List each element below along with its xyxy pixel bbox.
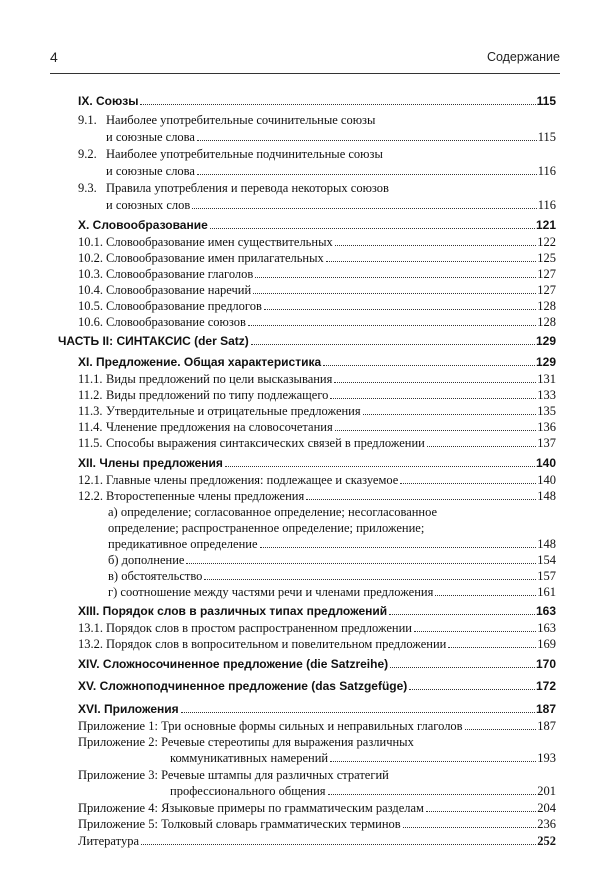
toc-page-number: 187	[537, 719, 556, 733]
toc-entry-title: коммуникативных намерений	[170, 751, 329, 765]
toc-page-number: 116	[537, 164, 556, 178]
toc-entry-13-2[interactable]	[78, 636, 556, 653]
toc-entry-title: Наиболее употребительные подчинительные союзы	[106, 147, 383, 161]
toc-entry-9-2-line1[interactable]	[78, 146, 556, 163]
toc-entry-title: предикативное определение	[108, 537, 258, 551]
toc-entry-title: профессионального общения	[170, 784, 326, 798]
toc-entry-9-1-line1[interactable]	[78, 112, 556, 129]
toc-entry-title: ЧАСТЬ II: СИНТАКСИС (der Satz)	[58, 334, 249, 348]
toc-entry-title: XIII. Порядок слов в различных типах предложений	[78, 604, 388, 618]
running-title: Содержание	[486, 50, 560, 64]
toc-leader	[403, 827, 537, 828]
toc-entry-number: 10.4.	[78, 283, 103, 297]
toc-entry-10-6[interactable]	[78, 314, 556, 331]
toc-entry-10-5[interactable]	[78, 298, 556, 315]
toc-page-number: 236	[537, 817, 556, 831]
toc-page-number: 128	[537, 299, 556, 313]
toc-page-number: 169	[537, 637, 556, 651]
toc-entry-title: XI. Предложение. Общая характеристика	[78, 355, 322, 369]
toc-entry-number: 9.3.	[78, 181, 97, 195]
toc-entry-title: Порядок слов в вопросительном и повелительном предложении	[106, 637, 447, 651]
toc-leader	[323, 365, 535, 366]
toc-entry-title: Виды предложений по типу подлежащего	[106, 388, 329, 402]
toc-page-number: 127	[537, 267, 556, 281]
toc-entry-title: Словообразование глаголов	[106, 267, 254, 281]
toc-page-number: 129	[535, 355, 556, 369]
toc-entry-12-2[interactable]	[78, 488, 556, 505]
toc-page-number: 157	[537, 569, 556, 583]
toc-leader	[330, 761, 536, 762]
toc-entry-title: XIV. Сложносочиненное предложение (die Satzreihe)	[78, 657, 389, 671]
toc-entry-title: IX. Союзы	[78, 94, 139, 108]
toc-leader	[255, 277, 536, 278]
toc-entry-title: Наиболее употребительные сочинительные союзы	[106, 113, 376, 127]
toc-leader	[326, 261, 536, 262]
toc-section-10[interactable]	[78, 217, 556, 234]
toc-page-number: 193	[537, 751, 556, 765]
toc-appendix-2-line2[interactable]	[170, 750, 556, 767]
toc-page-number: 127	[537, 283, 556, 297]
toc-entry-title: Словообразование имен существительных	[106, 235, 333, 249]
toc-leader	[334, 382, 536, 383]
toc-appendix-2-line1[interactable]	[78, 734, 556, 751]
toc-entry-12-2-a-line1[interactable]	[78, 504, 556, 521]
toc-leader	[465, 729, 537, 730]
toc-leader	[140, 104, 535, 105]
toc-section-14[interactable]	[78, 656, 556, 673]
toc-page-number: 115	[536, 94, 556, 108]
toc-leader	[409, 689, 535, 690]
toc-leader	[264, 309, 536, 310]
toc-entry-title: и союзные слова	[106, 164, 195, 178]
toc-page-number: 129	[535, 334, 556, 348]
toc-leader	[225, 466, 535, 467]
toc-entry-number: 13.2.	[78, 637, 103, 651]
toc-leader	[335, 430, 537, 431]
toc-entry-title: Словообразование союзов	[106, 315, 246, 329]
toc-entry-number: 10.2.	[78, 251, 103, 265]
toc-page-number: 252	[537, 834, 556, 848]
toc-entry-title: определение; распространенное определение; приложение;	[108, 521, 425, 535]
toc-entry-title: XII. Члены предложения	[78, 456, 223, 470]
toc-entry-number: 11.3.	[78, 404, 103, 418]
toc-page-number: 201	[537, 784, 556, 798]
toc-entry-number: 12.2.	[78, 489, 103, 503]
toc-leader	[435, 595, 536, 596]
toc-entry-13-1[interactable]	[78, 620, 556, 637]
toc-entry-number: 10.5.	[78, 299, 103, 313]
toc-page-number: 137	[537, 436, 556, 450]
toc-entry-number: 11.5.	[78, 436, 103, 450]
toc-entry-title: Приложение 4: Языковые примеры по грамматическим разделам	[78, 801, 424, 815]
toc-page-number: 131	[537, 372, 556, 386]
toc-appendix-5[interactable]	[78, 816, 556, 833]
toc-leader	[390, 667, 535, 668]
toc-entry-title: Литература	[78, 834, 139, 848]
toc-entry-title: Словообразование имен прилагательных	[106, 251, 324, 265]
toc-entry-title: Членение предложения на словосочетания	[106, 420, 333, 434]
toc-entry-title: Порядок слов в простом распространенном предложении	[106, 621, 412, 635]
toc-section-16[interactable]	[78, 701, 556, 718]
toc-page-number: 116	[537, 198, 556, 212]
toc-leader	[253, 293, 536, 294]
toc-entry-title: XVI. Приложения	[78, 702, 179, 716]
toc-entry-title: X. Словообразование	[78, 218, 208, 232]
toc-entry-number: 11.1.	[78, 372, 103, 386]
toc-page-number: 187	[535, 702, 556, 716]
toc-leader	[181, 712, 535, 713]
toc-entry-title: Приложение 3: Речевые штампы для различных стратегий	[78, 768, 389, 782]
toc-literature[interactable]	[78, 833, 556, 850]
toc-entry-9-3-line2[interactable]	[78, 197, 556, 214]
toc-part-2[interactable]	[58, 333, 556, 350]
toc-leader	[197, 174, 537, 175]
toc-leader	[448, 647, 536, 648]
toc-entry-10-2[interactable]	[78, 250, 556, 267]
toc-entry-9-2-line2[interactable]	[78, 163, 556, 180]
toc-entry-title: в) обстоятельство	[108, 569, 203, 583]
toc-leader	[414, 631, 536, 632]
toc-entry-11-4[interactable]	[78, 419, 556, 436]
toc-page-number: 204	[537, 801, 556, 815]
toc-page-number: 148	[537, 489, 556, 503]
toc-entry-title: б) дополнение	[108, 553, 185, 567]
toc-entry-9-1-line2[interactable]	[78, 129, 556, 146]
toc-entry-10-1[interactable]	[78, 234, 556, 251]
toc-page-number: 136	[537, 420, 556, 434]
toc-section-12[interactable]	[78, 455, 556, 472]
toc-entry-number: 11.2.	[78, 388, 103, 402]
toc-entry-number: 9.2.	[78, 147, 97, 161]
toc-entry-11-2[interactable]	[78, 387, 556, 404]
toc-entry-title: Второстепенные члены предложения	[106, 489, 305, 503]
toc-entry-title: Словообразование предлогов	[106, 299, 262, 313]
toc-leader	[389, 614, 535, 615]
toc-entry-9-3-line1[interactable]	[78, 180, 556, 197]
toc-page-number: 140	[537, 473, 556, 487]
toc-page-number: 121	[535, 218, 556, 232]
toc-entry-number: 10.3.	[78, 267, 103, 281]
toc-page-number: 170	[535, 657, 556, 671]
toc-entry-10-3[interactable]	[78, 266, 556, 283]
toc-page-number: 154	[537, 553, 556, 567]
toc-appendix-3-line2[interactable]	[170, 783, 556, 800]
toc-page-number: 122	[537, 235, 556, 249]
toc-leader	[251, 344, 535, 345]
toc-leader	[248, 325, 536, 326]
page-header	[50, 49, 560, 71]
toc-entry-title: Приложение 1: Три основные формы сильных и неправильных глаголов	[78, 719, 463, 733]
toc-entry-number: 13.1.	[78, 621, 103, 635]
toc-entry-10-4[interactable]	[78, 282, 556, 299]
toc-leader	[260, 547, 537, 548]
toc-entry-title: и союзные слова	[106, 130, 195, 144]
toc-entry-12-1[interactable]	[78, 472, 556, 489]
toc-page-number: 133	[537, 388, 556, 402]
toc-entry-title: Утвердительные и отрицательные предложения	[106, 404, 361, 418]
toc-leader	[197, 140, 537, 141]
toc-entry-12-2-c[interactable]	[78, 568, 556, 585]
toc-leader	[186, 563, 536, 564]
toc-appendix-1[interactable]	[78, 718, 556, 735]
toc-entry-title: Способы выражения синтаксических связей в предложении	[106, 436, 425, 450]
toc-entry-11-1[interactable]	[78, 371, 556, 388]
page-number: 4	[50, 49, 58, 65]
toc-entry-title: XV. Сложноподчиненное предложение (das Satzgefüge)	[78, 679, 408, 693]
toc-page-number: 148	[537, 537, 556, 551]
toc-leader	[204, 579, 536, 580]
toc-page-number: 140	[535, 456, 556, 470]
toc-entry-11-5[interactable]	[78, 435, 556, 452]
toc-entry-11-3[interactable]	[78, 403, 556, 420]
toc-entry-title: г) соотношение между частями речи и членами предложения	[108, 585, 434, 599]
toc-leader	[192, 208, 536, 209]
toc-entry-title: Правила употребления и перевода некоторых союзов	[106, 181, 389, 195]
toc-entry-12-2-d[interactable]	[78, 584, 556, 601]
toc-entry-title: Приложение 5: Толковый словарь грамматических терминов	[78, 817, 401, 831]
toc-appendix-4[interactable]	[78, 800, 556, 817]
toc-appendix-3-line1[interactable]	[78, 767, 556, 784]
toc-section-15[interactable]	[78, 678, 556, 695]
toc-page-number: 163	[537, 621, 556, 635]
toc-entry-number: 10.6.	[78, 315, 103, 329]
toc-entry-title: Виды предложений по цели высказывания	[106, 372, 333, 386]
toc-page-number: 135	[537, 404, 556, 418]
toc-entry-title: и союзных слов	[106, 198, 191, 212]
toc-entry-title: Главные члены предложения: подлежащее и сказуемое	[106, 473, 399, 487]
toc-leader	[210, 228, 535, 229]
toc-leader	[426, 811, 536, 812]
toc-page-number: 161	[537, 585, 556, 599]
toc-page-number: 172	[535, 679, 556, 693]
toc-entry-number: 11.4.	[78, 420, 103, 434]
toc-section-9[interactable]	[78, 93, 556, 110]
toc-entry-title: Словообразование наречий	[106, 283, 252, 297]
toc-entry-12-2-a-line3[interactable]	[78, 536, 556, 553]
header-rule	[50, 73, 560, 74]
toc-entry-number: 10.1.	[78, 235, 103, 249]
toc-page-number: 125	[537, 251, 556, 265]
toc-entry-title: Приложение 2: Речевые стереотипы для выражения различных	[78, 735, 414, 749]
toc-leader	[141, 844, 536, 845]
toc-leader	[328, 794, 537, 795]
toc-leader	[335, 245, 537, 246]
toc-page-number: 163	[535, 604, 556, 618]
toc-section-11[interactable]	[78, 354, 556, 371]
toc-page-number: 128	[537, 315, 556, 329]
toc-leader	[330, 398, 536, 399]
toc-entry-title: а) определение; согласованное определение; несогласованное	[108, 505, 438, 519]
toc-entry-number: 9.1.	[78, 113, 97, 127]
toc-leader	[427, 446, 536, 447]
toc-entry-number: 12.1.	[78, 473, 103, 487]
toc-leader	[306, 499, 536, 500]
toc-leader	[363, 414, 537, 415]
toc-entry-12-2-b[interactable]	[78, 552, 556, 569]
toc-entry-12-2-a-line2[interactable]	[78, 520, 556, 537]
toc-leader	[400, 483, 536, 484]
toc-page-number: 115	[537, 130, 556, 144]
toc-section-13[interactable]	[78, 603, 556, 620]
